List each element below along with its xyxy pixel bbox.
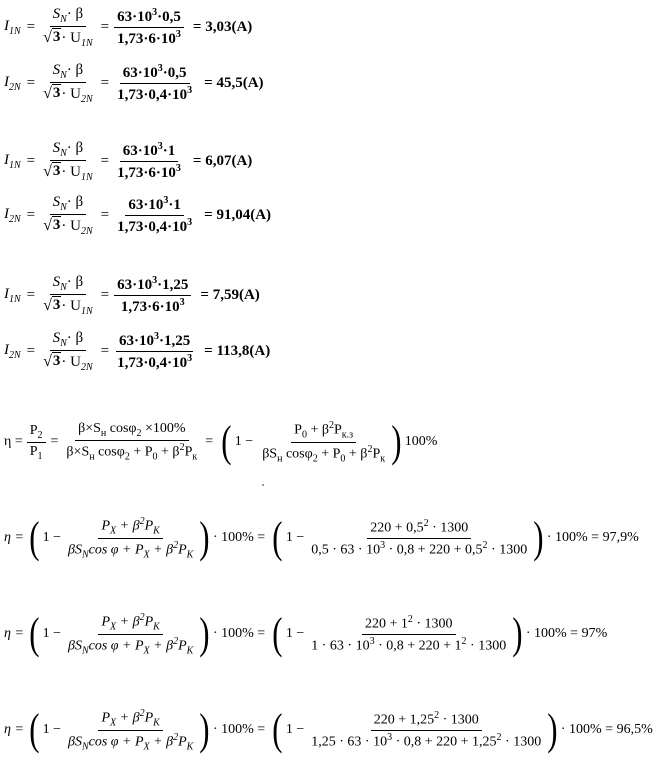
symbolic-fraction: $S_N\cdot \beta$ √ 3 · $U_{1N}$ bbox=[43, 274, 93, 317]
efficiency-general-equation: η = $\frac{P_2}{P_1}$ = $\frac{\beta\times S_н \cos\varphi_2 \times 100\%}{\beta\times S_н \cos\varphi_2 + P_0 + \beta^2P_к}$ = ( 1 − $\frac{P_0 + \beta^2P_{к.з}}{\beta S_н \cos\varphi_2 + P_0 + \beta^2P_к}$ ) 100% bbox=[4, 417, 438, 466]
numeric-fraction: $\frac{63\cdot 10^3\cdot 1}{1,73\cdot 6\cdot 10^3}$ bbox=[117, 141, 181, 181]
current-equation-3: $I_{1N}$ = $S_N\cdot \beta$ √ 3 · $U_{1N}$ = $\frac{63\cdot 10^3\cdot 1}{1,73\cdot 6\cdot 10^3}$ = 6,07(A) bbox=[4, 140, 253, 183]
current-equation-5: $I_{1N}$ = $S_N\cdot \beta$ √ 3 · $U_{1N}$ = $\frac{63\cdot 10^3\cdot 1,25}{1,73\cdot 6\cdot 10^3}$ = 7,59(A) bbox=[4, 274, 260, 317]
p2-over-p1: $\frac{P_2}{P_1}$ bbox=[27, 423, 46, 462]
result: = 3,03(A) bbox=[192, 19, 253, 35]
symbolic-loss-ratio: $\frac{P_X + \beta^2P_K}{\beta S_N\cos \varphi + P_X + \beta^2P_K}$ bbox=[67, 612, 194, 656]
current-equation-1: $I_{1N}$ = $S_N\cdot \beta$ √ 3 · $U_{1N}$ = $\frac{63\cdot 10^3\cdot 0,5}{1,73\cdot 6\cdot 10^3}$ = 3,03(A) bbox=[4, 6, 253, 49]
result: = 7,59(A) bbox=[200, 287, 260, 303]
efficiency-equation-2: η = ( 1 − $\frac{P_X + \beta^2P_K}{\beta S_N\cos \varphi + P_X + \beta^2P_K}$ ) · 100% = ( 1 − $\frac{220 + 1^2 \cdot 1300}{1 \cdot 63 \cdot 10^3 \cdot 0,8 + 220 + 1^2 \cdot 1300}$ ) · 100% = 97% bbox=[4, 609, 608, 658]
numeric-loss-ratio: $\frac{220 + 1,25^2 \cdot 1300}{1,25 \cdot 63 \cdot 10^3 \cdot 0,8 + 220 + 1,25^2 \cdot 1300}$ bbox=[311, 709, 542, 750]
symbolic-fraction: $S_N\cdot \beta$ √ 3 · $U_{2N}$ bbox=[43, 330, 93, 373]
symbolic-loss-ratio: $\frac{P_X + \beta^2P_K}{\beta S_N\cos \varphi + P_X + \beta^2P_K}$ bbox=[67, 516, 194, 560]
symbolic-fraction: $S_N\cdot \beta$ √ 3 · $U_{1N}$ bbox=[43, 140, 93, 183]
symbolic-fraction: $S_N\cdot \beta$ √ 3 · $U_{1N}$ bbox=[43, 6, 93, 49]
result: = 91,04(A) bbox=[204, 207, 272, 223]
numeric-fraction: $\frac{63\cdot 10^3\cdot 1,25}{1,73\cdot 0,4\cdot 10^3}$ bbox=[117, 331, 193, 371]
numeric-loss-ratio: $\frac{220 + 0,5^2 \cdot 1300}{0,5 \cdot 63 \cdot 10^3 \cdot 0,8 + 220 + 0,5^2 \cdot 1300}$ bbox=[311, 517, 528, 558]
numeric-fraction: $\frac{63\cdot 10^3\cdot 0,5}{1,73\cdot 6\cdot 10^3}$ bbox=[114, 7, 184, 48]
numeric-fraction: $\frac{63\cdot 10^3\cdot 0,5}{1,73\cdot 0,4\cdot 10^3}$ bbox=[117, 63, 193, 103]
numeric-fraction: $\frac{63\cdot 10^3\cdot 1}{1,73\cdot 0,4\cdot 10^3}$ bbox=[117, 195, 193, 235]
current-equation-2: $I_{2N}$ = $S_N\cdot \beta$ √ 3 · $U_{2N}$ = $\frac{63\cdot 10^3\cdot 0,5}{1,73\cdot 0,4\cdot 10^3}$ = 45,5(A) bbox=[4, 62, 264, 105]
current-equation-4: $I_{2N}$ = $S_N\cdot \beta$ √ 3 · $U_{2N}$ = $\frac{63\cdot 10^3\cdot 1}{1,73\cdot 0,4\cdot 10^3}$ = 91,04(A) bbox=[4, 194, 272, 237]
symbolic-fraction: $S_N\cdot \beta$ √ 3 · $U_{2N}$ bbox=[43, 194, 93, 237]
result: = 6,07(A) bbox=[192, 153, 253, 169]
result: = 113,8(A) bbox=[204, 343, 271, 359]
result: = 45,5(A) bbox=[204, 75, 264, 91]
efficiency-equation-1: η = ( 1 − $\frac{P_X + \beta^2P_K}{\beta S_N\cos \varphi + P_X + \beta^2P_K}$ ) · 100% = ( 1 − $\frac{220 + 0,5^2 \cdot 1300}{0,5 \cdot 63 \cdot 10^3 \cdot 0,8 + 220 + 0,5^2 \cdot 1300}$ ) · 100% = 97,9% bbox=[4, 513, 639, 562]
stray-dot bbox=[262, 484, 264, 486]
loss-ratio: $\frac{P_0 + \beta^2P_{к.з}}{\beta S_н \cos\varphi_2 + P_0 + \beta^2P_к}$ bbox=[262, 420, 386, 464]
symbolic-fraction: $S_N\cdot \beta$ √ 3 · $U_{2N}$ bbox=[43, 62, 93, 105]
efficiency-equation-3: η = ( 1 − $\frac{P_X + \beta^2P_K}{\beta S_N\cos \varphi + P_X + \beta^2P_K}$ ) · 100% = ( 1 − $\frac{220 + 1,25^2 \cdot 1300}{1,25 \cdot 63 \cdot 10^3 \cdot 0,8 + 220 + 1,25^2 \cdot 1300}$ ) · 100% = 96,5% bbox=[4, 705, 653, 754]
efficiency-ratio: $\frac{\beta\times S_н \cos\varphi_2 \times 100\%}{\beta\times S_н \cos\varphi_2 + P_0 + \beta^2P_к}$ bbox=[66, 421, 198, 463]
numeric-loss-ratio: $\frac{220 + 1^2 \cdot 1300}{1 \cdot 63 \cdot 10^3 \cdot 0,8 + 220 + 1^2 \cdot 1300}$ bbox=[311, 613, 507, 654]
current-equation-6: $I_{2N}$ = $S_N\cdot \beta$ √ 3 · $U_{2N}$ = $\frac{63\cdot 10^3\cdot 1,25}{1,73\cdot 0,4\cdot 10^3}$ = 113,8(A) bbox=[4, 330, 271, 373]
symbolic-loss-ratio: $\frac{P_X + \beta^2P_K}{\beta S_N\cos \varphi + P_X + \beta^2P_K}$ bbox=[67, 708, 194, 752]
numeric-fraction: $\frac{63\cdot 10^3\cdot 1,25}{1,73\cdot 6\cdot 10^3}$ bbox=[114, 275, 191, 316]
